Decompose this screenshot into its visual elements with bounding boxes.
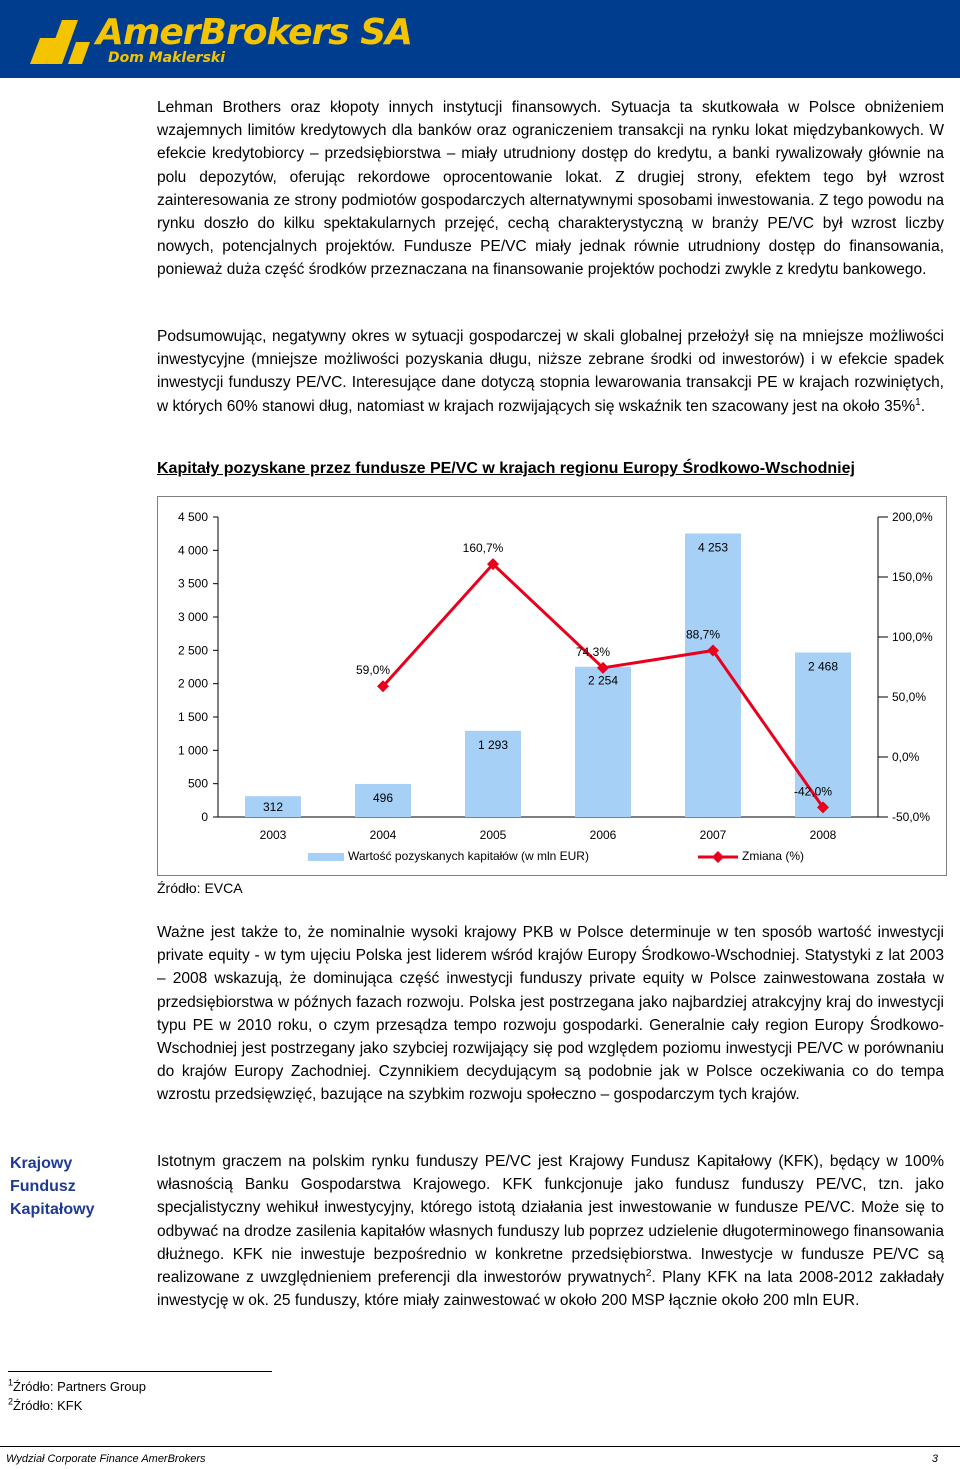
paragraph-4-end: . Plany KFK na lata 2008-2012 zakładały inwestycję w ok. 25 funduszy, które miały zainwestować w około 200 MSP łącznie około 200 mln EUR. — [157, 1269, 944, 1310]
chart-container — [157, 496, 947, 876]
y-left-tick-label: 4 500 — [177, 510, 208, 524]
paragraph-1: Lehman Brothers oraz kłopoty innych instytucji finansowych. Sytuacja ta skutkowała w Polsce obniżeniem wzajemnych limitów kredytowych dla banków oraz ograniczeniem transakcji na rynku lokat międzybankowych. W efekcie kredytobiorcy – przedsiębiorstwa – miały utrudniony dostęp do kredytu, a banki rywalizowały głównie na polu depozytów, oferując rekordowe oprocentowanie lokat. Z drugiej strony, efektem tego był wzrost zainteresowania ze strony podmiotów gospodarczych alternatywnymi sposobami inwestowania. Z tego powodu na rynku doszło do kilku spektakularnych przejęć, cechą charakterystyczną w branży PE/VC był wzrost liczby nowych, potencjalnych projektów. Fundusze PE/VC miały jednak równie utrudniony dostęp do finansowania, ponieważ duża część środków przeznaczana na finansowanie projektów pochodzi zwykle z kredytu bankowego. — [157, 99, 944, 279]
bar-value-label: 2 254 — [587, 673, 619, 688]
x-tick-label: 2007 — [699, 828, 727, 842]
y-left-tick-label: 4 000 — [177, 543, 208, 558]
y-right-tick-label: 50,0% — [892, 690, 927, 704]
y-right-tick-label: -50,0% — [892, 810, 931, 824]
combo-chart — [158, 497, 948, 877]
change-value-label: 59,0% — [355, 663, 391, 678]
chart-caption: Kapitały pozyskane przez fundusze PE/VC w krajach regionu Europy Środkowo-Wschodniej — [157, 460, 855, 477]
footnote-2: $^2$Źródło: KFK — [8, 1396, 83, 1413]
bar-2007 — [685, 533, 741, 817]
bar-value-label: 496 — [372, 790, 394, 805]
x-tick-label: 2004 — [369, 828, 397, 842]
change-value-label: -42,0% — [793, 784, 833, 799]
footnote-divider — [8, 1371, 272, 1372]
y-right-tick-label: 0,0% — [892, 750, 920, 764]
y-left-tick-label: 3 000 — [177, 610, 208, 624]
paragraph-2 — [157, 325, 944, 418]
x-tick-label: 2003 — [259, 828, 287, 842]
footer-divider — [0, 1446, 960, 1447]
paragraph-3: Ważne jest także to, że nominalnie wysoki krajowy PKB w Polsce determinuje w ten sposób wartość inwestycji private equity - w tym ujęciu Polska jest liderem wśród krajów Europy Środkowo-Wschodniej. Statystyki z lat 2003 – 2008 wskazują, że dominująca część inwestycji funduszy private equity w Polsce zainwestowana została w przedsiębiorstwa w późnych fazach rozwoju. Polska jest postrzegana jako najbardziej atrakcyjny kraj do inwestycji typu PE w 2010 roku, o czym przesądza tempo rozwoju gospodarki. Generalnie cały region Europy Środkowo-Wschodniej jest postrzegany jako szybciej rozwijający się pod względem poziomu inwestycji PE/VC w porównaniu do krajów Europy Zachodniej. Czynnikiem decydującym są podobnie jak w Polsce oczekiwania co do tempa wzrostu przedsięwzięć, bazujące na szybkim rozwoju społeczno – gospodarczym tych krajów. — [157, 924, 944, 1104]
footer-department: Wydział Corporate Finance AmerBrokers — [6, 1453, 206, 1465]
paragraph-4-text: Istotnym graczem na polskim rynku funduszy PE/VC jest Krajowy Fundusz Kapitałowy (KFK), będący w 100% własnością Banku Gospodarstwa Krajowego. KFK funkcjonuje jako fundusz funduszy PE/VC, tzn. jako specjalistyczny wehikuł inwestycyjny, którego istotą działania jest inwestowanie w fundusze PE/VC. Może się to odbywać na drodze zasilenia kapitałów własnych funduszy lub poprzez udzielenie długoterminowego finansowania dłużnego. KFK nie inwestuje bezpośrednio w konkretne przedsiębiorstwa. Inwestycje w fundusze PE/VC są realizowane z uwzględnieniem preferencji dla inwestorów prywatnych — [157, 1153, 944, 1287]
legend-bar-swatch — [308, 853, 344, 861]
paragraph-2-text: Podsumowując, negatywny okres w sytuacji gospodarczej w skali globalnej przełożył się na mniejsze możliwości inwestycyjne (mniejsze możliwości pozyskania długu, niższe zebrane środki od inwestorów) i w efekcie spadek inwestycji funduszy PE/VC. Interesujące dane dotyczą stopnia lewarowania transakcji PE w krajach rozwiniętych, w których 60% stanowi dług, natomiast w krajach rozwijających się wskaźnik ten szacowany jest na około 35% — [157, 328, 944, 415]
y-left-tick-label: 2 500 — [177, 643, 208, 658]
y-right-tick-label: 200,0% — [892, 510, 933, 524]
change-value-label: 160,7% — [462, 541, 504, 556]
y-left-tick-label: 1 000 — [177, 743, 208, 758]
y-left-tick-label: 0 — [201, 810, 208, 824]
bar-2006 — [575, 667, 631, 817]
logo-mark-icon — [28, 18, 90, 66]
y-left-tick-label: 2 000 — [177, 676, 208, 691]
legend-bar-label: Wartość pozyskanych kapitałów (w mln EUR) — [348, 849, 589, 863]
y-right-tick-label: 100,0% — [892, 630, 933, 644]
footnote-1: $^1$Źródło: Partners Group — [8, 1377, 146, 1394]
change-value-label: 88,7% — [685, 627, 721, 642]
change-value-label: 74,3% — [575, 644, 611, 659]
bar-value-label: 4 253 — [697, 540, 729, 555]
x-tick-label: 2008 — [809, 828, 837, 842]
x-tick-label: 2006 — [589, 828, 617, 842]
footnote-ref-1[interactable]: 1 — [915, 396, 921, 408]
x-tick-label: 2005 — [479, 828, 507, 842]
header-banner — [0, 0, 960, 78]
legend-line-marker — [712, 851, 724, 863]
y-left-tick-label: 500 — [187, 776, 208, 791]
side-label-kfk: Krajowy Fundusz Kapitałowy — [10, 1155, 95, 1218]
bar-value-label: 1 293 — [477, 737, 509, 752]
paragraph-4 — [157, 1150, 944, 1312]
footnote-ref-2[interactable]: 2 — [645, 1267, 652, 1279]
legend-line-label: Zmiana (%) — [742, 849, 805, 863]
brand-name: AmerBrokers SA — [96, 12, 413, 53]
y-left-tick-label: 1 500 — [177, 710, 208, 724]
bar-value-label: 312 — [262, 800, 284, 814]
paragraph-2-end: . — [920, 397, 925, 415]
brand-subtitle: Dom Maklerski — [108, 50, 226, 66]
bar-value-label: 2 468 — [807, 659, 839, 674]
footnotes — [8, 1377, 146, 1415]
page-number: 3 — [931, 1453, 938, 1465]
y-right-tick-label: 150,0% — [892, 570, 933, 584]
y-left-tick-label: 3 500 — [177, 576, 208, 591]
company-logo — [28, 10, 468, 68]
chart-source: Źródło: EVCA — [157, 880, 243, 896]
